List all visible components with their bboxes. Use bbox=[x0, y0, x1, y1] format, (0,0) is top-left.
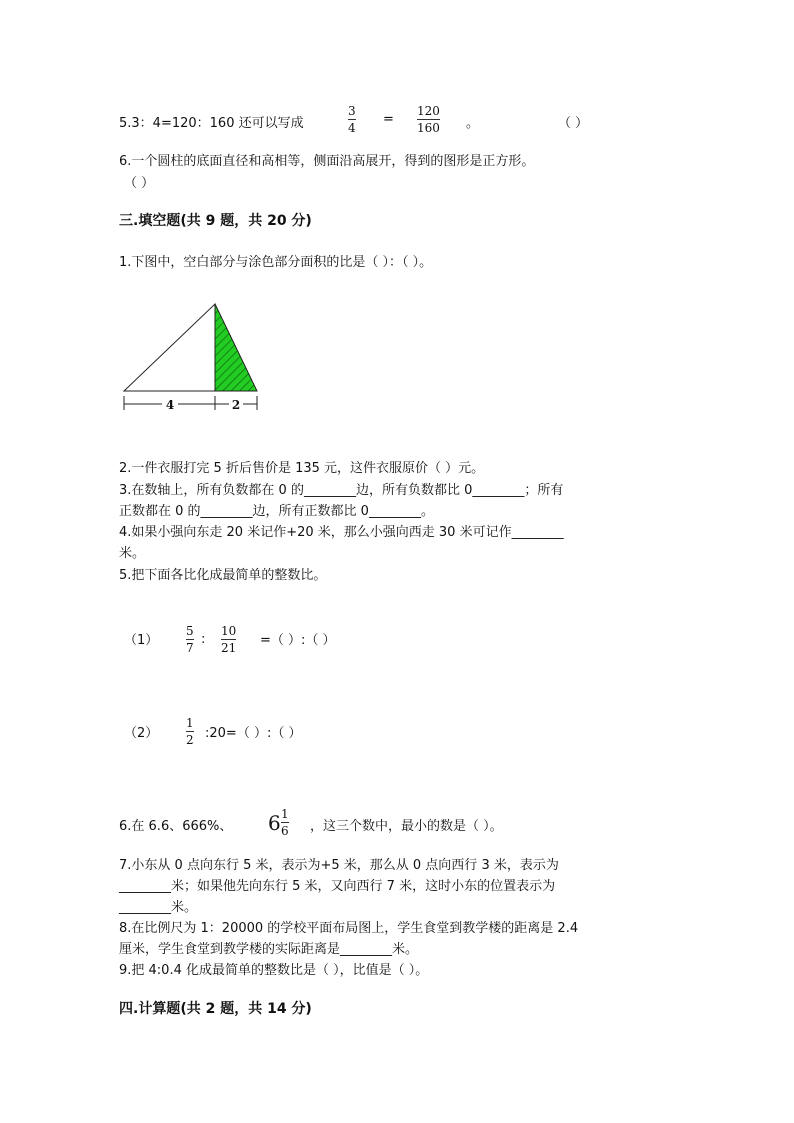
q5-1-answer: =（ ）:（ ） bbox=[260, 633, 336, 648]
q5-2-label: （2） bbox=[124, 726, 159, 741]
mixed-number-fraction: 1 6 bbox=[281, 807, 289, 838]
fraction-10-21: 10 21 bbox=[221, 624, 237, 655]
q5-text: 5.把下面各比化成最简单的整数比。 bbox=[119, 568, 327, 583]
fraction-5-7: 5 7 bbox=[186, 624, 194, 655]
q4-text-line1: 4.如果小强向东走 20 米记作+20 米，那么小强向西走 30 米可记作________ bbox=[119, 525, 564, 540]
q5-answer-paren: （ ） bbox=[558, 116, 589, 131]
q7-text-line3: ________米。 bbox=[119, 900, 198, 915]
section-title-calculation: 四.计算题(共 2 题，共 14 分) bbox=[119, 1001, 312, 1017]
q2-text: 2.一件衣服打完 5 折后售价是 135 元，这件衣服原价（ ）元。 bbox=[119, 461, 485, 476]
white-triangle bbox=[124, 304, 215, 391]
fraction-120-160: 120 160 bbox=[417, 104, 440, 135]
q3-text-line1: 3.在数轴上，所有负数都在 0 的________边，所有负数都比 0________；所有 bbox=[119, 483, 564, 498]
fraction-1-2: 1 2 bbox=[186, 716, 194, 747]
q6-text-a: 6.在 6.6、666%、 bbox=[119, 819, 233, 834]
q6-answer-paren: （ ） bbox=[124, 176, 155, 191]
q5-2-answer: :20=（ ）:（ ） bbox=[205, 726, 302, 741]
triangle-figure bbox=[118, 300, 268, 415]
fraction-3-4: 3 4 bbox=[348, 104, 356, 135]
q9-text: 9.把 4:0.4 化成最简单的整数比是（ ），比值是（ ）。 bbox=[119, 963, 429, 978]
shaded-triangle bbox=[215, 304, 257, 391]
q5-period: 。 bbox=[466, 116, 480, 131]
q8-text-line2: 厘米，学生食堂到教学楼的实际距离是________米。 bbox=[119, 942, 419, 957]
q6-text-b: ，这三个数中，最小的数是（ ）。 bbox=[310, 819, 503, 834]
q4-text-line2: 米。 bbox=[119, 546, 146, 561]
q7-text-line2: ________米；如果他先向东行 5 米，又向西行 7 米，这时小东的位置表示为 bbox=[119, 879, 556, 894]
ratio-colon: : bbox=[201, 632, 206, 647]
q3-text-line2: 正数都在 0 的________边，所有正数都比 0________。 bbox=[119, 504, 434, 519]
q5-1-label: （1） bbox=[124, 633, 159, 648]
figure-label-2: 2 bbox=[231, 398, 241, 412]
q8-text-line1: 8.在比例尺为 1：20000 的学校平面布局图上，学生食堂到教学楼的距离是 2.4 bbox=[119, 921, 579, 936]
section-title-fill-in: 三.填空题(共 9 题，共 20 分) bbox=[119, 213, 312, 229]
equals-sign: = bbox=[383, 112, 394, 127]
figure-label-4: 4 bbox=[165, 398, 175, 412]
mixed-number-whole: 6 bbox=[268, 811, 281, 835]
q5-judge-text: 5.3：4=120：160 还可以写成 bbox=[119, 116, 304, 131]
q7-text-line1: 7.小东从 0 点向东行 5 米，表示为+5 米，那么从 0 点向西行 3 米，表示为 bbox=[119, 858, 559, 873]
q6-judge-text: 6.一个圆柱的底面直径和高相等，侧面沿高展开，得到的图形是正方形。 bbox=[119, 154, 535, 169]
q1-text: 1.下图中，空白部分与涂色部分面积的比是（ ）：（ ）。 bbox=[119, 255, 433, 270]
